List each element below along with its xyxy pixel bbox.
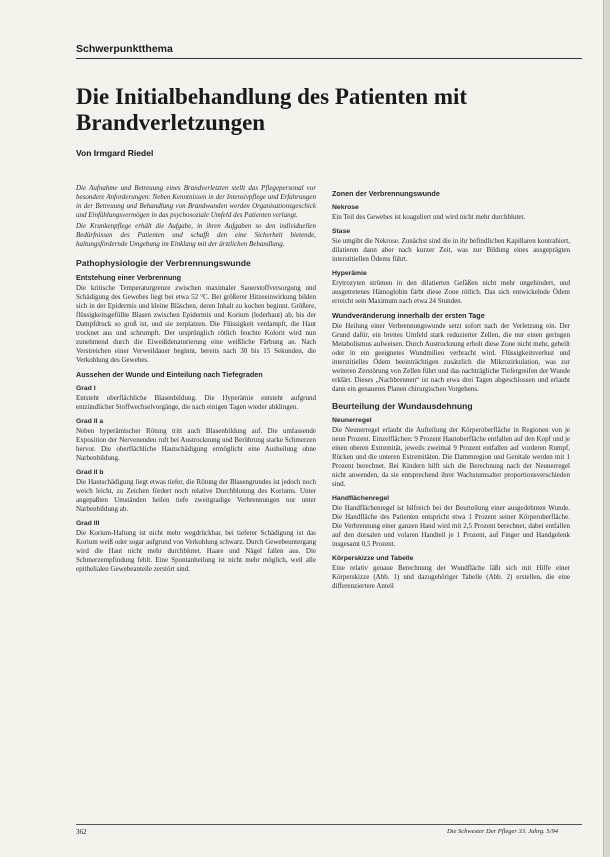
header-rule [76,58,582,59]
method-label: Neunerregel [332,417,372,424]
body-paragraph: Die Handflächenregel ist hilfreich bei der Beurteilung einer ausgedehnten Wunde. Die Handfläche des Patienten entspricht etwa 1 Prozent seiner Körperoberfläche. Die Verbrennung einer ganzen Hand wird mit 2,5 Prozent berechnet, dabei entfallen auf den dorsalen und volaren Handteil je 1 Prozent, auf Finger und Handgelenk insgesamt 0,5 Prozent. [332,504,570,548]
body-paragraph: Eine relativ genaue Berechnung der Wundfläche läßt sich mit Hilfe einer Körperskizze (Abb. 1) und dazugehöriger Tabelle (Abb. 2) erstellen, die eine differenziertere Anteil [332,564,570,590]
page-edge [604,0,610,857]
footer-rule [76,824,582,825]
intro-paragraph: Die Krankenpflege erhält die Aufgabe, in ihren Aufgaben so den individuellen Bedürfnissen des Patienten und schafft den eine Sicherheit bietende, haltungsfördernde Umgebung im Einklang mit der ärztlichen Behandlung. [76,222,316,248]
zone-label: Nekrose [332,204,359,211]
body-paragraph: Die Neunerregel erlaubt die Aufteilung der Körperoberfläche in Regionen von je neun Prozent. Einzelflächen: 9 Prozent Hautoberfläche entfallen auf den Kopf und je einen oberen Extremität, jeweils zweimal 9 Prozent entfallen auf vorderen Rumpf, Rücken und die unteren Extremitäten. Die Dammregion und Genitale werden mit 1 Prozent berechnet. Bei Kindern hilft sich die Berechnung nach der Neunerregel nicht anwenden, da sie entsprechend ihrer Wachstumsalter proportionsverschieden sind. [332,426,570,488]
grade-label: Grad II a [76,418,104,425]
left-column [76,184,316,576]
body-paragraph: Sie umgibt die Nekrose. Zunächst sind die in ihr befindlichen Kapillaren kontrahiert, dilatieren dann aber nach kurzer Zeit, was zur Bildung eines ausgeprägten interstitiellen Ödems führt. [332,237,570,263]
body-paragraph: Neben hyperämischer Rötung tritt auch Blasenbildung auf. Die umfassende Exposition der Nervenenden ruft bei Austrocknung und Berührung starke Schmerzen hervor. Die oberflächliche Hautschädigung ermöglicht eine Ausheilung ohne Narbenbildung. [76,427,316,462]
article-title: Die Initialbehandlung des Patienten mit Brandverletzungen [76,84,468,135]
subheading: Wundveränderung innerhalb der ersten Tage [332,311,485,320]
grade-label: Grad II b [76,469,104,476]
body-paragraph: Entsteht oberflächliche Blasenbildung. Die Hyperämie entsteht aufgrund entzündlicher Stoffwechselvorgänge, die nach einigen Tagen wieder abklingen. [76,394,316,411]
section-heading: Beurteilung der Wundausdehnung [332,401,473,411]
grade-label: Grad III [76,520,100,527]
grade-label: Grad I [76,385,96,392]
subheading: Aussehen der Wunde und Einteilung nach Tiefegraden [76,370,263,379]
intro-block [76,184,316,249]
body-paragraph: Ein Teil des Gewebes ist koaguliert und wird nicht mehr durchblutet. [332,213,526,221]
body-paragraph: Erytrozyten strömen in den dilatierten Gefäßen nicht mehr ungehindert, und ausgetretenes Hämoglobin färbt diese Zone rötlich. Das sich entwickelnde Ödem erreicht sein Maximum nach etwa 24 Stunden. [332,279,570,305]
intro-paragraph: Die Aufnahme und Betreuung eines Brandverletzten stellt das Pflegepersonal vor besondere Anforderungen: Neben Kenntnissen in der Intensivpflege und Erfahrungen in der Betreuung und Behandlung von Brandwunden werden Organisationsgeschick und Einfühlungsvermögen in das psychosoziale Umfeld des Patienten verlangt. [76,184,316,219]
section-kicker: Schwerpunktthema [76,43,173,55]
zone-label: Hyperämie [332,270,367,277]
page-number: 362 [76,828,87,836]
right-column [332,184,570,593]
body-paragraph: Die Heilung einer Verbrennungswunde setzt sofort nach der Verletzung ein. Der Grund dafür, ein breites Umfeld stark reduzierter Zellen, die nur einen geringen Metabolismus aufweisen. Durch Austrocknung erholt diese Zone nicht mehr, geheilt oder in ein geeignetes Wundmilieu verbracht wird. Flüssigkeitsverlust und interstitielles Ödem beeinträchtigen zusätzlich die Mikrozirkulation, was zur weiteren Zerstörung von Zellen führt und das nachträgliche Tiefergreifen der Wunde erklärt. Dieses „Nachbrennen“ ist nach etwa drei Tagen abgeschlossen und erlaubt dann ein genaueres Planen chirurgischen Vorgehens. [332,322,570,393]
article-author: Von Irmgard Riedel [76,148,154,158]
journal-citation: Die Schwester Der Pfleger 33. Jahrg. 5/94 [447,828,558,835]
subheading: Zonen der Verbrennungswunde [332,189,440,198]
method-label: Handflächenregel [332,495,390,502]
body-paragraph: Die Hautschädigung liegt etwas tiefer, die Rötung der Blasengrundes ist jedoch noch weich leicht, zu Zeichen fördert noch relative Durchblutung des Koriums. Unter angepaßten Umständen heilen tiefe zweitgradige Verbrennungen nur unter Narbenbildung ab. [76,478,316,513]
body-paragraph: Die kritische Temperaturgrenze zwischen maximaler Sauerstoffversorgung und Schädigung des Gewebes liegt bei etwa 52 °C. Bei größerer Hitzeeinwirkung bilden sich in der Epidermis und kleine Bläschen, deren Inhalt zu kochen beginnt. Größere, flüssigkeitsgefüllte Blasen zwischen Epidermis und Korium (lederhaut) ab, bis der Dampfdruck so groß ist, und sie zerplatzen. Die Flüssigkeit verdampft, die Haut trocknet aus und schrumpft. Der ursprünglich rötlich feuchte Kolorit wird nun zunehmend durch die Eiweißdenaturierung eine weißliche Färbung an. Nach Verstreichen einer Verweildauer beginnt, bereits nach 30 bis 15 Sekunden, die Verkohlung des Gewebes. [76,284,316,364]
body-paragraph: Die Korium-Haltung ist nicht mehr wegdrückbar, bei tieferer Schädigung ist das Korium weiß oder sogar aufgrund von Verkohlung schwarz. Durch Gewebeuntergang wird die Haut nicht mehr durchblutet. Haare und Nägel fallen aus. Die Schmerzempfindung fehlt. Eine Spontanheilung ist nicht mehr möglich, weil alle epithelialen Gewebeanteile zerstört sind. [76,529,317,573]
method-label: Körperskizze und Tabelle [332,555,414,562]
subheading: Entstehung einer Verbrennung [76,273,182,282]
zone-label: Stase [332,228,351,235]
section-heading: Pathophysiologie der Verbrennungswunde [76,258,251,268]
